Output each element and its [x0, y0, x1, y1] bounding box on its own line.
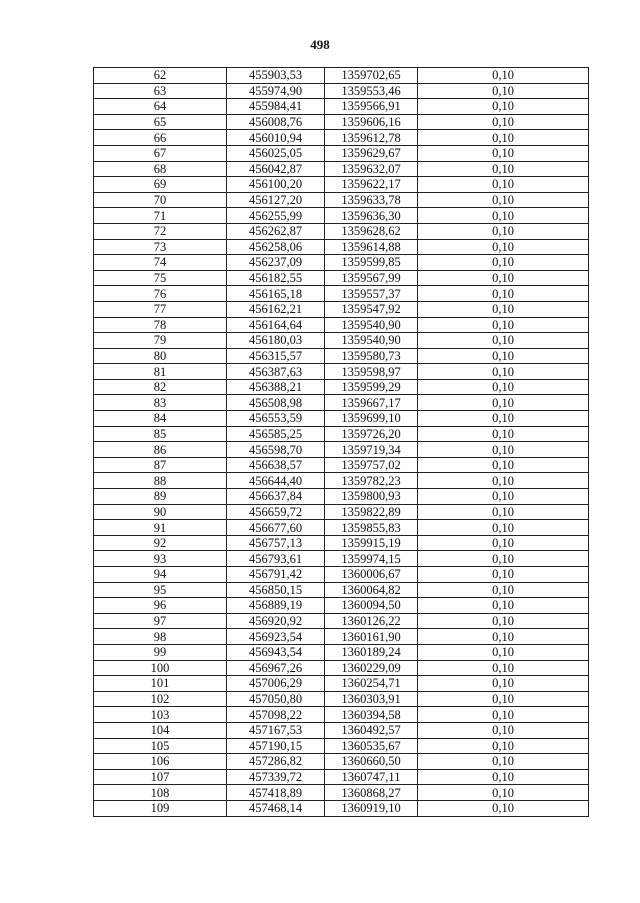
- point-number-cell: 65: [94, 114, 227, 130]
- y-coordinate-cell: 1359629,67: [325, 145, 418, 161]
- y-coordinate-cell: 1360394,58: [325, 707, 418, 723]
- accuracy-cell: 0,10: [418, 270, 589, 286]
- accuracy-cell: 0,10: [418, 192, 589, 208]
- accuracy-cell: 0,10: [418, 442, 589, 458]
- accuracy-cell: 0,10: [418, 613, 589, 629]
- table-row: [94, 535, 589, 551]
- y-coordinate-cell: 1360094,50: [325, 598, 418, 614]
- table-row: [94, 738, 589, 754]
- accuracy-cell: 0,10: [418, 130, 589, 146]
- point-number-cell: 97: [94, 613, 227, 629]
- y-coordinate-cell: 1359757,02: [325, 457, 418, 473]
- y-coordinate-cell: 1359580,73: [325, 348, 418, 364]
- point-number-cell: 67: [94, 145, 227, 161]
- accuracy-cell: 0,10: [418, 208, 589, 224]
- y-coordinate-cell: 1360126,22: [325, 613, 418, 629]
- y-coordinate-cell: 1359636,30: [325, 208, 418, 224]
- x-coordinate-cell: 456943,54: [227, 644, 325, 660]
- accuracy-cell: 0,10: [418, 395, 589, 411]
- point-number-cell: 75: [94, 270, 227, 286]
- point-number-cell: 62: [94, 68, 227, 84]
- accuracy-cell: 0,10: [418, 660, 589, 676]
- accuracy-cell: 0,10: [418, 676, 589, 692]
- accuracy-cell: 0,10: [418, 582, 589, 598]
- table-row: [94, 504, 589, 520]
- x-coordinate-cell: 456008,76: [227, 114, 325, 130]
- x-coordinate-cell: 455984,41: [227, 99, 325, 115]
- accuracy-cell: 0,10: [418, 707, 589, 723]
- table-body: [94, 68, 589, 817]
- page-number: 498: [310, 37, 330, 52]
- y-coordinate-cell: 1360006,67: [325, 567, 418, 583]
- accuracy-cell: 0,10: [418, 535, 589, 551]
- table-row: [94, 239, 589, 255]
- y-coordinate-cell: 1360492,57: [325, 722, 418, 738]
- table-row: [94, 660, 589, 676]
- y-coordinate-cell: 1360747,11: [325, 769, 418, 785]
- table-row: [94, 348, 589, 364]
- table-row: [94, 114, 589, 130]
- point-number-cell: 88: [94, 473, 227, 489]
- table-row: [94, 800, 589, 816]
- accuracy-cell: 0,10: [418, 145, 589, 161]
- accuracy-cell: 0,10: [418, 722, 589, 738]
- table-row: [94, 395, 589, 411]
- coordinates-table: [93, 67, 589, 817]
- y-coordinate-cell: 1359702,65: [325, 68, 418, 84]
- table-row: [94, 722, 589, 738]
- table-row: [94, 411, 589, 427]
- table-row: [94, 567, 589, 583]
- accuracy-cell: 0,10: [418, 364, 589, 380]
- accuracy-cell: 0,10: [418, 333, 589, 349]
- y-coordinate-cell: 1359599,85: [325, 255, 418, 271]
- point-number-cell: 101: [94, 676, 227, 692]
- y-coordinate-cell: 1360660,50: [325, 754, 418, 770]
- x-coordinate-cell: 456638,57: [227, 457, 325, 473]
- accuracy-cell: 0,10: [418, 114, 589, 130]
- y-coordinate-cell: 1360303,91: [325, 691, 418, 707]
- table-row: [94, 613, 589, 629]
- accuracy-cell: 0,10: [418, 691, 589, 707]
- y-coordinate-cell: 1360535,67: [325, 738, 418, 754]
- x-coordinate-cell: 456258,06: [227, 239, 325, 255]
- x-coordinate-cell: 457339,72: [227, 769, 325, 785]
- x-coordinate-cell: 456387,63: [227, 364, 325, 380]
- point-number-cell: 74: [94, 255, 227, 271]
- x-coordinate-cell: 457167,53: [227, 722, 325, 738]
- y-coordinate-cell: 1359719,34: [325, 442, 418, 458]
- accuracy-cell: 0,10: [418, 598, 589, 614]
- x-coordinate-cell: 456920,92: [227, 613, 325, 629]
- y-coordinate-cell: 1360254,71: [325, 676, 418, 692]
- y-coordinate-cell: 1359606,16: [325, 114, 418, 130]
- x-coordinate-cell: 456553,59: [227, 411, 325, 427]
- table-row: [94, 644, 589, 660]
- x-coordinate-cell: 456165,18: [227, 286, 325, 302]
- accuracy-cell: 0,10: [418, 223, 589, 239]
- table-row: [94, 707, 589, 723]
- y-coordinate-cell: 1359598,97: [325, 364, 418, 380]
- table-row: [94, 442, 589, 458]
- x-coordinate-cell: 456025,05: [227, 145, 325, 161]
- table-row: [94, 301, 589, 317]
- x-coordinate-cell: 457006,29: [227, 676, 325, 692]
- y-coordinate-cell: 1360189,24: [325, 644, 418, 660]
- accuracy-cell: 0,10: [418, 769, 589, 785]
- point-number-cell: 73: [94, 239, 227, 255]
- x-coordinate-cell: 456598,70: [227, 442, 325, 458]
- accuracy-cell: 0,10: [418, 520, 589, 536]
- x-coordinate-cell: 457050,80: [227, 691, 325, 707]
- y-coordinate-cell: 1359800,93: [325, 489, 418, 505]
- table-row: [94, 130, 589, 146]
- point-number-cell: 76: [94, 286, 227, 302]
- y-coordinate-cell: 1359599,29: [325, 379, 418, 395]
- point-number-cell: 83: [94, 395, 227, 411]
- table-row: [94, 68, 589, 84]
- point-number-cell: 104: [94, 722, 227, 738]
- accuracy-cell: 0,10: [418, 457, 589, 473]
- table-row: [94, 473, 589, 489]
- accuracy-cell: 0,10: [418, 255, 589, 271]
- y-coordinate-cell: 1359699,10: [325, 411, 418, 427]
- y-coordinate-cell: 1360919,10: [325, 800, 418, 816]
- table-row: [94, 177, 589, 193]
- y-coordinate-cell: 1360229,09: [325, 660, 418, 676]
- y-coordinate-cell: 1359547,92: [325, 301, 418, 317]
- table-row: [94, 520, 589, 536]
- accuracy-cell: 0,10: [418, 161, 589, 177]
- table-row: [94, 489, 589, 505]
- x-coordinate-cell: 456923,54: [227, 629, 325, 645]
- x-coordinate-cell: 456508,98: [227, 395, 325, 411]
- point-number-cell: 107: [94, 769, 227, 785]
- point-number-cell: 105: [94, 738, 227, 754]
- table-row: [94, 676, 589, 692]
- accuracy-cell: 0,10: [418, 504, 589, 520]
- table-row: [94, 598, 589, 614]
- table-row: [94, 333, 589, 349]
- table-row: [94, 629, 589, 645]
- x-coordinate-cell: 456659,72: [227, 504, 325, 520]
- point-number-cell: 63: [94, 83, 227, 99]
- accuracy-cell: 0,10: [418, 177, 589, 193]
- x-coordinate-cell: 456262,87: [227, 223, 325, 239]
- x-coordinate-cell: 456010,94: [227, 130, 325, 146]
- y-coordinate-cell: 1359540,90: [325, 333, 418, 349]
- y-coordinate-cell: 1359855,83: [325, 520, 418, 536]
- y-coordinate-cell: 1359612,78: [325, 130, 418, 146]
- accuracy-cell: 0,10: [418, 83, 589, 99]
- x-coordinate-cell: 457286,82: [227, 754, 325, 770]
- point-number-cell: 108: [94, 785, 227, 801]
- table-row: [94, 426, 589, 442]
- table-row: [94, 208, 589, 224]
- point-number-cell: 87: [94, 457, 227, 473]
- x-coordinate-cell: 455903,53: [227, 68, 325, 84]
- table-row: [94, 691, 589, 707]
- x-coordinate-cell: 457418,89: [227, 785, 325, 801]
- y-coordinate-cell: 1359667,17: [325, 395, 418, 411]
- table-row: [94, 457, 589, 473]
- y-coordinate-cell: 1359915,19: [325, 535, 418, 551]
- table-row: [94, 161, 589, 177]
- table-row: [94, 192, 589, 208]
- table-row: [94, 754, 589, 770]
- point-number-cell: 94: [94, 567, 227, 583]
- accuracy-cell: 0,10: [418, 489, 589, 505]
- point-number-cell: 91: [94, 520, 227, 536]
- x-coordinate-cell: 456127,20: [227, 192, 325, 208]
- y-coordinate-cell: 1360064,82: [325, 582, 418, 598]
- point-number-cell: 64: [94, 99, 227, 115]
- accuracy-cell: 0,10: [418, 473, 589, 489]
- x-coordinate-cell: 456791,42: [227, 567, 325, 583]
- x-coordinate-cell: 456757,13: [227, 535, 325, 551]
- point-number-cell: 72: [94, 223, 227, 239]
- point-number-cell: 80: [94, 348, 227, 364]
- table-row: [94, 83, 589, 99]
- point-number-cell: 96: [94, 598, 227, 614]
- accuracy-cell: 0,10: [418, 286, 589, 302]
- point-number-cell: 99: [94, 644, 227, 660]
- x-coordinate-cell: 456255,99: [227, 208, 325, 224]
- accuracy-cell: 0,10: [418, 99, 589, 115]
- table-row: [94, 582, 589, 598]
- point-number-cell: 70: [94, 192, 227, 208]
- y-coordinate-cell: 1359726,20: [325, 426, 418, 442]
- x-coordinate-cell: 456793,61: [227, 551, 325, 567]
- y-coordinate-cell: 1359557,37: [325, 286, 418, 302]
- x-coordinate-cell: 456042,87: [227, 161, 325, 177]
- accuracy-cell: 0,10: [418, 348, 589, 364]
- table-row: [94, 99, 589, 115]
- x-coordinate-cell: 456967,26: [227, 660, 325, 676]
- table-row: [94, 223, 589, 239]
- table-row: [94, 317, 589, 333]
- point-number-cell: 78: [94, 317, 227, 333]
- point-number-cell: 85: [94, 426, 227, 442]
- accuracy-cell: 0,10: [418, 800, 589, 816]
- table-row: [94, 270, 589, 286]
- x-coordinate-cell: 456100,20: [227, 177, 325, 193]
- y-coordinate-cell: 1359782,23: [325, 473, 418, 489]
- y-coordinate-cell: 1359553,46: [325, 83, 418, 99]
- x-coordinate-cell: 455974,90: [227, 83, 325, 99]
- point-number-cell: 106: [94, 754, 227, 770]
- point-number-cell: 90: [94, 504, 227, 520]
- point-number-cell: 92: [94, 535, 227, 551]
- accuracy-cell: 0,10: [418, 239, 589, 255]
- point-number-cell: 103: [94, 707, 227, 723]
- point-number-cell: 66: [94, 130, 227, 146]
- table-row: [94, 379, 589, 395]
- point-number-cell: 68: [94, 161, 227, 177]
- table-row: [94, 255, 589, 271]
- table-row: [94, 364, 589, 380]
- point-number-cell: 84: [94, 411, 227, 427]
- point-number-cell: 89: [94, 489, 227, 505]
- table-row: [94, 145, 589, 161]
- y-coordinate-cell: 1360161,90: [325, 629, 418, 645]
- accuracy-cell: 0,10: [418, 551, 589, 567]
- y-coordinate-cell: 1359540,90: [325, 317, 418, 333]
- y-coordinate-cell: 1359614,88: [325, 239, 418, 255]
- y-coordinate-cell: 1359633,78: [325, 192, 418, 208]
- point-number-cell: 93: [94, 551, 227, 567]
- y-coordinate-cell: 1359974,15: [325, 551, 418, 567]
- x-coordinate-cell: 456162,21: [227, 301, 325, 317]
- accuracy-cell: 0,10: [418, 785, 589, 801]
- y-coordinate-cell: 1360868,27: [325, 785, 418, 801]
- x-coordinate-cell: 456889,19: [227, 598, 325, 614]
- point-number-cell: 69: [94, 177, 227, 193]
- x-coordinate-cell: 456637,84: [227, 489, 325, 505]
- point-number-cell: 86: [94, 442, 227, 458]
- y-coordinate-cell: 1359566,91: [325, 99, 418, 115]
- x-coordinate-cell: 456237,09: [227, 255, 325, 271]
- x-coordinate-cell: 457190,15: [227, 738, 325, 754]
- x-coordinate-cell: 456585,25: [227, 426, 325, 442]
- point-number-cell: 109: [94, 800, 227, 816]
- point-number-cell: 81: [94, 364, 227, 380]
- y-coordinate-cell: 1359628,62: [325, 223, 418, 239]
- table-row: [94, 551, 589, 567]
- accuracy-cell: 0,10: [418, 738, 589, 754]
- x-coordinate-cell: 456164,64: [227, 317, 325, 333]
- accuracy-cell: 0,10: [418, 317, 589, 333]
- table-row: [94, 769, 589, 785]
- x-coordinate-cell: 456677,60: [227, 520, 325, 536]
- x-coordinate-cell: 456180,03: [227, 333, 325, 349]
- y-coordinate-cell: 1359567,99: [325, 270, 418, 286]
- y-coordinate-cell: 1359622,17: [325, 177, 418, 193]
- point-number-cell: 71: [94, 208, 227, 224]
- point-number-cell: 79: [94, 333, 227, 349]
- accuracy-cell: 0,10: [418, 426, 589, 442]
- accuracy-cell: 0,10: [418, 411, 589, 427]
- accuracy-cell: 0,10: [418, 301, 589, 317]
- table-row: [94, 286, 589, 302]
- accuracy-cell: 0,10: [418, 68, 589, 84]
- point-number-cell: 100: [94, 660, 227, 676]
- x-coordinate-cell: 456182,55: [227, 270, 325, 286]
- x-coordinate-cell: 456850,15: [227, 582, 325, 598]
- point-number-cell: 77: [94, 301, 227, 317]
- accuracy-cell: 0,10: [418, 644, 589, 660]
- point-number-cell: 95: [94, 582, 227, 598]
- x-coordinate-cell: 456388,21: [227, 379, 325, 395]
- point-number-cell: 102: [94, 691, 227, 707]
- y-coordinate-cell: 1359822,89: [325, 504, 418, 520]
- accuracy-cell: 0,10: [418, 567, 589, 583]
- accuracy-cell: 0,10: [418, 379, 589, 395]
- x-coordinate-cell: 457468,14: [227, 800, 325, 816]
- accuracy-cell: 0,10: [418, 754, 589, 770]
- table-row: [94, 785, 589, 801]
- x-coordinate-cell: 456644,40: [227, 473, 325, 489]
- point-number-cell: 98: [94, 629, 227, 645]
- x-coordinate-cell: 456315,57: [227, 348, 325, 364]
- x-coordinate-cell: 457098,22: [227, 707, 325, 723]
- y-coordinate-cell: 1359632,07: [325, 161, 418, 177]
- accuracy-cell: 0,10: [418, 629, 589, 645]
- point-number-cell: 82: [94, 379, 227, 395]
